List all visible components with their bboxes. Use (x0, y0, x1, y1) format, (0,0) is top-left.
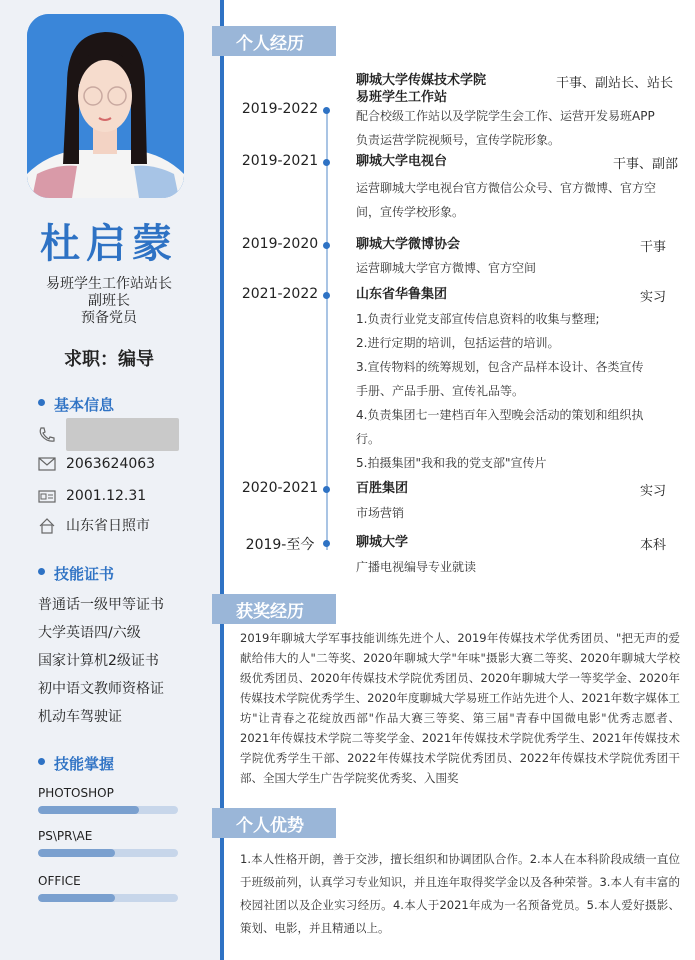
exp-desc (356, 256, 686, 280)
exp-date: 2019-2021 (241, 153, 319, 169)
exp-desc-line: 行。 (356, 432, 381, 446)
exp-role: 干事、副部 (613, 157, 679, 172)
timeline-dot (323, 292, 330, 299)
exp-role: 干事、副站长、站长 (556, 76, 674, 91)
skills-title: 技能掌握 (54, 755, 115, 773)
birth-row (38, 486, 146, 506)
exp-date: 2021-2022 (241, 286, 319, 302)
exp-desc (356, 176, 686, 224)
location-row (38, 515, 150, 535)
skill-label: PS\PR\AE (38, 829, 93, 843)
candidate-name: 杜启蒙 (40, 221, 178, 267)
awards-text: 2019年聊城大学军事技能训练先进个人、2019年传媒技术学优秀团员、"把无声的爱献给伟大的人"二等奖、2020年聊城大学"年味"摄影大赛二等奖、2020年聊城大学校级优秀团员、2020年传媒技术学院优秀团员、2020年聊城大学一等奖学金、2020年传媒技术学院优秀学生、2020年度聊城大学易班工作站先进个人、2021年数字媒体工坊"让青春之花绽放西部"作品大赛三等奖、第三届"青春中国微电影"优秀志愿者、2021年传媒技术学院二等奖学金、2021年传媒技术学院优秀学生、2021年传媒技术学院优秀学生干部、2022年传媒技术学院优秀团员、2022年传媒技术学院优秀团干部、全国大学生广告学院奖优秀奖、入围奖 (240, 631, 680, 785)
role-line: 副班长 (88, 293, 130, 309)
exp-desc-line: 配合校级工作站以及学院学生会工作、运营开发易班APP (356, 109, 655, 123)
section-header-awards: 获奖经历 (212, 594, 336, 624)
skill-label: PHOTOSHOP (38, 786, 114, 800)
exp-role: 实习 (640, 484, 667, 499)
exp-org: 聊城大学电视台 (356, 154, 448, 169)
exp-org: 百胜集团 (356, 481, 409, 496)
exp-desc-line: 市场营销 (356, 506, 405, 520)
exp-desc-line: 1.负责行业党支部宣传信息资料的收集与整理; (356, 312, 600, 326)
roles (0, 276, 218, 327)
certificate-item: 国家计算机2级证书 (38, 653, 159, 669)
exp-desc-line: 负责运营学院视频号，宣传学院形象。 (356, 133, 561, 147)
section-header-experience: 个人经历 (212, 26, 336, 56)
exp-desc-line: 运营聊城大学电视台官方微信公众号、官方微博、官方空 (356, 181, 657, 195)
exp-date: 2019-2022 (241, 101, 319, 117)
home-icon (38, 518, 56, 532)
exp-role: 实习 (640, 290, 667, 305)
role-line: 易班学生工作站站长 (46, 276, 172, 292)
timeline-dot (323, 486, 330, 493)
skill-label: OFFICE (38, 874, 81, 888)
exp-desc (356, 555, 686, 579)
timeline-dot (323, 242, 330, 249)
location-value: 山东省日照市 (66, 518, 150, 534)
exp-org: 山东省华鲁集团 (356, 287, 448, 302)
certificate-item: 初中语文教师资格证 (38, 681, 164, 697)
profile-photo (27, 14, 184, 198)
exp-date: 2019-2020 (241, 236, 319, 252)
exp-desc-line: 5.拍摄集团"我和我的党支部"宣传片 (356, 456, 547, 470)
skill-bar-fill (38, 894, 115, 902)
skill-bar-fill (38, 806, 139, 814)
exp-role: 干事 (640, 240, 667, 255)
exp-role: 本科 (640, 538, 667, 553)
role-line: 预备党员 (81, 310, 137, 326)
email-value: 2063624063 (66, 456, 156, 472)
skill-bar (38, 849, 178, 857)
email-row (38, 454, 155, 474)
job-objective: 求职：编导 (64, 349, 154, 370)
certificate-item: 普通话一级甲等证书 (38, 597, 164, 613)
timeline-line (326, 110, 328, 550)
timeline-dot (323, 540, 330, 547)
exp-desc-line: 2.进行定期的培训，包括运营的培训。 (356, 336, 560, 350)
section-header-strengths: 个人优势 (212, 808, 336, 838)
basic-info-title: 基本信息 (54, 396, 115, 414)
strengths-text: 1.本人性格开朗，善于交涉，擅长组织和协调团队合作。2.本人在本科阶段成绩一直位于班级前列，认真学习专业知识，并且连年取得奖学金以及各种荣誉。3.本人有丰富的校园社团以及企业实习经历。4.本人于2021年成为一名预备党员。5.本人爱好摄影、策划、电影，并且精通以上。 (240, 852, 680, 935)
exp-org-line: 聊城大学传媒技术学院 (356, 73, 487, 88)
exp-date: 2019-至今 (245, 537, 315, 553)
exp-date: 2020-2021 (241, 480, 319, 496)
phone-row (38, 424, 179, 444)
bullet-dot (38, 399, 45, 406)
mail-icon (38, 457, 56, 471)
timeline-dot (323, 159, 330, 166)
exp-org (356, 72, 486, 106)
skill-bar (38, 894, 178, 902)
exp-desc (356, 104, 686, 152)
exp-org-line: 易班学生工作站 (356, 90, 448, 105)
skill-bar (38, 806, 178, 814)
skill-bar-fill (38, 849, 115, 857)
bullet-dot (38, 568, 45, 575)
exp-desc (356, 501, 686, 525)
exp-desc-line: 广播电视编导专业就读 (356, 560, 477, 574)
exp-desc-line: 3.宣传物料的统筹规划，包含产品样本设计、各类宣传 (356, 360, 644, 374)
timeline-dot (323, 107, 330, 114)
phone-redacted (66, 418, 179, 451)
exp-desc-line: 间，宣传学校形象。 (356, 205, 465, 219)
certificate-item: 机动车驾驶证 (38, 709, 122, 725)
certificate-item: 大学英语四/六级 (38, 625, 141, 641)
phone-icon (38, 427, 56, 441)
exp-desc-line: 运营聊城大学官方微博、官方空间 (356, 261, 537, 275)
bullet-dot (38, 758, 45, 765)
exp-org: 聊城大学微博协会 (356, 237, 461, 252)
birth-value: 2001.12.31 (66, 488, 147, 504)
exp-desc-line: 手册、产品手册、宣传礼品等。 (356, 384, 525, 398)
exp-org: 聊城大学 (356, 535, 409, 550)
exp-desc-line: 4.负责集团七一建档百年入型晚会活动的策划和组织执 (356, 408, 644, 422)
certificates-title: 技能证书 (54, 565, 115, 583)
id-card-icon (38, 489, 56, 503)
exp-desc (356, 307, 686, 475)
